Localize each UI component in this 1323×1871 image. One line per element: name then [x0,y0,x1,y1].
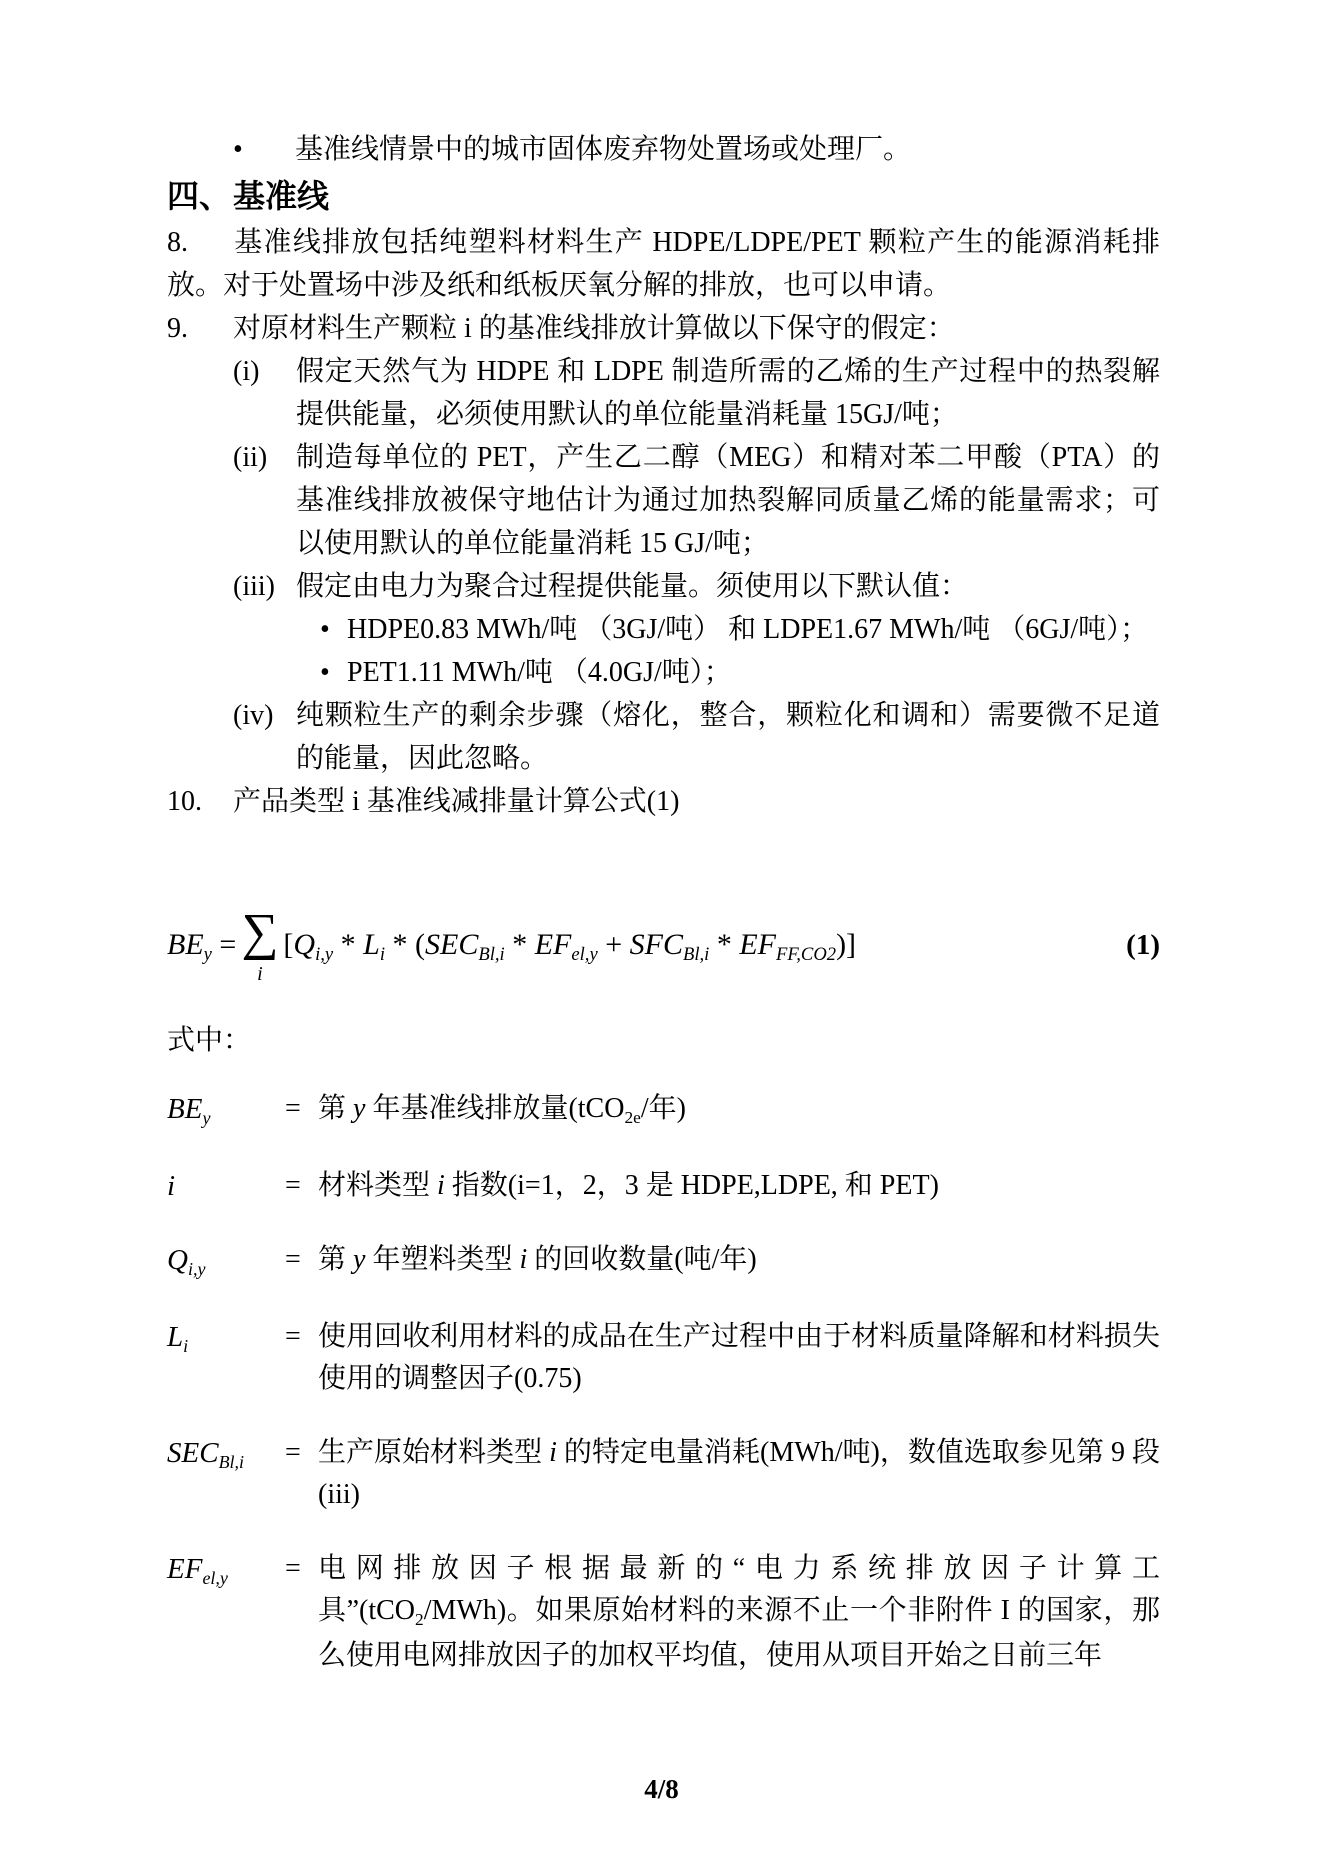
equals-sign: = [285,1321,301,1352]
bullet-icon: • [233,134,243,165]
default-value-bullet-hdpe-ldpe [167,608,1160,651]
bullet-icon: • [320,657,330,688]
bullet-icon: • [320,614,330,645]
definition-term: i [167,1170,176,1202]
definition-text: 电网排放因子根据最新的“电力系统排放因子计算工具”(tCO$_2$/MWh)。如果原始材料的来源不止一个非附件 I 的国家，那么使用电网排放因子的加权平均值，使用从项目开始之日前三年 [318,1553,1160,1671]
definition-row-i [167,1165,1160,1207]
bullet-item [167,128,1160,171]
definition-text: 材料类型 i 指数(i=1，2，3 是 HDPE,LDPE, 和 PET) [318,1170,939,1201]
definition-text: 第 y 年塑料类型 i 的回收数量(吨/年) [318,1244,757,1275]
paragraph-text: 基准线排放包括纯塑料材料生产 HDPE/LDPE/PET 颗粒产生的能源消耗排放。对于处置场中涉及纸和纸板厌氧分解的排放，也可以申请。 [167,227,1160,301]
item-text: 制造每单位的 PET，产生乙二醇（MEG）和精对苯二甲酸（PTA）的基准线排放被保守地估计为通过加热裂解同质量乙烯的能量需求；可以使用默认的单位能量消耗 15 GJ/吨； [296,442,1160,559]
equals-sign: = [285,1093,301,1124]
bullet-text: HDPE0.83 MWh/吨 （3GJ/吨） 和 LDPE1.67 MWh/吨 （6GJ/吨）； [347,614,1149,645]
item-label: (i) [233,356,260,387]
paragraph-number: 9. [167,313,188,344]
paragraph-9 [167,307,1160,350]
definition-row-efely [167,1548,1160,1677]
default-value-bullet-pet [167,651,1160,694]
paragraph-8 [167,221,1160,307]
item-text: 纯颗粒生产的剩余步骤（熔化，整合，颗粒化和调和）需要微不足道的能量，因此忽略。 [296,700,1160,774]
list-item-ii [167,436,1160,565]
equals-sign: = [285,1244,301,1275]
definition-term: $L_i$ [167,1321,189,1357]
definition-term: $Q_{i,y}$ [167,1244,206,1280]
section-heading [167,171,1160,221]
baseline-emissions-formula [167,897,1160,993]
page-number: 4/8 [644,1774,679,1804]
summation [241,903,279,985]
paragraph-text: 产品类型 i 基准线减排量计算公式(1) [233,786,680,817]
section-number: 四、 [167,178,232,214]
item-label: (ii) [233,442,268,473]
paragraph-number: 8. [167,227,188,258]
item-text: 假定天然气为 HDPE 和 LDPE 制造所需的乙烯的生产过程中的热裂解提供能量，必须使用默认的单位能量消耗量 15GJ/吨； [296,356,1160,430]
item-label: (iv) [233,700,274,731]
definition-row-bey [167,1088,1160,1133]
definition-row-qiy [167,1239,1160,1284]
item-label: (iii) [233,571,275,602]
paragraph-text: 对原材料生产颗粒 i 的基准线排放计算做以下保守的假定： [233,313,955,344]
definition-text: 生产原始材料类型 i 的特定电量消耗(MWh/吨)，数值选取参见第 9 段(iii) [318,1437,1160,1510]
sigma-icon: ∑ [241,903,279,961]
equals-sign: = [285,1437,301,1468]
list-item-iv [167,694,1160,780]
definition-term: $EF_{el,y}$ [167,1553,228,1589]
equals-sign: = [285,1170,301,1201]
section-title: 基准线 [233,178,330,214]
definition-term: $SEC_{Bl,i}$ [167,1437,245,1473]
where-label: 式中： [167,1025,252,1056]
definition-text: 使用回收利用材料的成品在生产过程中由于材料质量降解和材料损失使用的调整因子(0.75) [318,1321,1160,1394]
bullet-text: PET1.11 MWh/吨 （4.0GJ/吨）； [347,657,732,688]
equals-sign: = [285,1553,301,1584]
bullet-text: 基准线情景中的城市固体废弃物处置场或处理厂。 [295,134,912,165]
item-text: 假定由电力为聚合过程提供能量。须使用以下默认值： [296,571,969,602]
definition-term: $BE_y$ [167,1093,211,1129]
formula-rhs: $[Q_{i,y} * L_i * (SEC_{Bl,i} * EF_{el,y} + SFC_{Bl,i} * EF_{FF,CO2})]$ [283,928,857,966]
definition-text: 第 y 年基准线排放量(tCO$_{2e}$/年) [318,1093,686,1127]
equation-number: (1) [1126,928,1160,961]
page-content [167,128,1160,1709]
list-item-iii [167,565,1160,608]
sigma-index: i [257,962,263,985]
list-item-i [167,350,1160,436]
definition-row-li [167,1316,1160,1400]
definition-row-secbli [167,1432,1160,1516]
paragraph-number: 10. [167,786,202,817]
formula-lhs: $BE_y$ = [167,928,237,966]
paragraph-10 [167,780,1160,823]
